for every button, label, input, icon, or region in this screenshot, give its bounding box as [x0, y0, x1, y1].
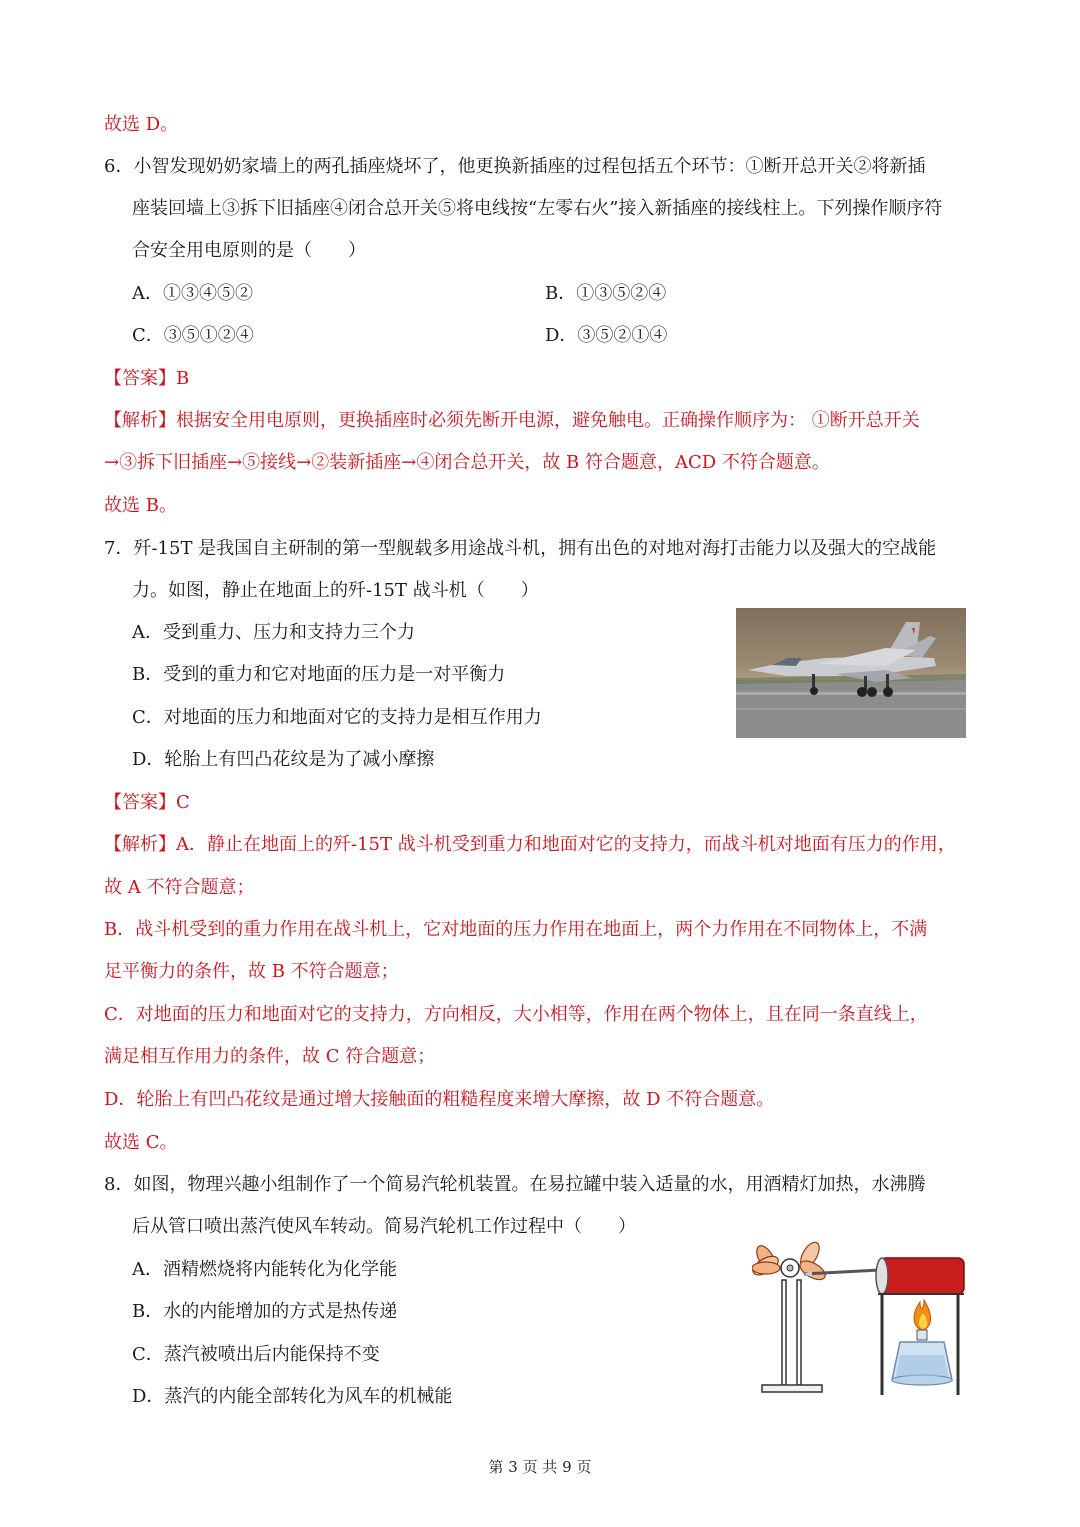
- q7-stem-line-2: 力。如图，静止在地面上的歼-15T 战斗机（ ）: [132, 580, 539, 601]
- q6-option-b: B．①③⑤②④: [545, 283, 667, 304]
- q7-analysis-line-2: 故 A 不符合题意；: [104, 877, 255, 898]
- q8-stem-line-1: 8．如图，物理兴趣小组制作了一个简易汽轮机装置。在易拉罐中装入适量的水，用酒精灯加热，水沸腾: [104, 1174, 926, 1195]
- q7-analysis-line-6: 满足相互作用力的条件，故 C 符合题意；: [104, 1046, 436, 1067]
- page-number-footer: 第 3 页 共 9 页: [488, 1458, 592, 1476]
- q6-option-d: D．③⑤②①④: [545, 325, 668, 346]
- q6-conclusion: 故选 B。: [104, 495, 177, 516]
- q7-analysis-line-5: C．对地面的压力和地面对它的支持力，方向相反，大小相等，作用在两个物体上，且在同一条直线上，: [104, 1004, 928, 1025]
- q6-option-c: C．③⑤①②④: [132, 325, 254, 346]
- q7-analysis-line-7: D．轮胎上有凹凸花纹是通过增大接触面的粗糙程度来增大摩擦，故 D 不符合题意。: [104, 1089, 775, 1110]
- fighter-jet-photo: [736, 608, 966, 738]
- q8-option-b: B．水的内能增加的方式是热传递: [132, 1301, 398, 1322]
- q7-option-d: D．轮胎上有凹凸花纹是为了减小摩擦: [132, 749, 435, 770]
- q7-analysis-line-3: B．战斗机受到的重力作用在战斗机上，它对地面的压力作用在地面上，两个力作用在不同物体上，不满: [104, 919, 928, 940]
- q7-option-c: C．对地面的压力和地面对它的支持力是相互作用力: [132, 707, 542, 728]
- q8-stem-line-2: 后从管口喷出蒸汽使风车转动。简易汽轮机工作过程中（ ）: [132, 1216, 636, 1237]
- q8-option-a: A．酒精燃烧将内能转化为化学能: [132, 1259, 397, 1280]
- q6-stem-line-2: 座装回墙上③拆下旧插座④闭合总开关⑤将电线按“左零右火”接入新插座的接线柱上。下列操作顺序符: [132, 198, 943, 219]
- q6-stem-line-1: 6．小智发现奶奶家墙上的两孔插座烧坏了，他更换新插座的过程包括五个环节：①断开总开关②将新插: [104, 156, 926, 177]
- q7-analysis-line-4: 足平衡力的条件，故 B 不符合题意；: [104, 961, 399, 982]
- q7-stem-line-1: 7．歼-15T 是我国自主研制的第一型舰载多用途战斗机，拥有出色的对地对海打击能力以及强大的空战能: [104, 538, 937, 559]
- q6-stem-line-3: 合安全用电原则的是（ ）: [132, 240, 366, 261]
- q6-answer: 【答案】B: [104, 368, 190, 389]
- q7-option-b: B．受到的重力和它对地面的压力是一对平衡力: [132, 664, 506, 685]
- q7-answer: 【答案】C: [104, 792, 190, 813]
- q7-analysis-line-1: 【解析】A．静止在地面上的歼-15T 战斗机受到重力和地面对它的支持力，而战斗机对地面有压力的作用，: [104, 834, 956, 855]
- steam-turbine-diagram: [752, 1230, 972, 1400]
- q6-option-a: A．①③④⑤②: [132, 283, 253, 304]
- q8-option-c: C．蒸汽被喷出后内能保持不变: [132, 1344, 380, 1365]
- q8-option-d: D．蒸汽的内能全部转化为风车的机械能: [132, 1386, 453, 1407]
- q7-conclusion: 故选 C。: [104, 1132, 178, 1153]
- q7-option-a: A．受到重力、压力和支持力三个力: [132, 622, 415, 643]
- q6-analysis-line-2: →③拆下旧插座→⑤接线→②装新插座→④闭合总开关，故 B 符合题意，ACD 不符合题意。: [104, 452, 830, 473]
- q5-conclusion: 故选 D。: [104, 114, 179, 135]
- q6-analysis-line-1: 【解析】根据安全用电原则，更换插座时必须先断开电源，避免触电。正确操作顺序为： ①断开总开关: [104, 410, 920, 431]
